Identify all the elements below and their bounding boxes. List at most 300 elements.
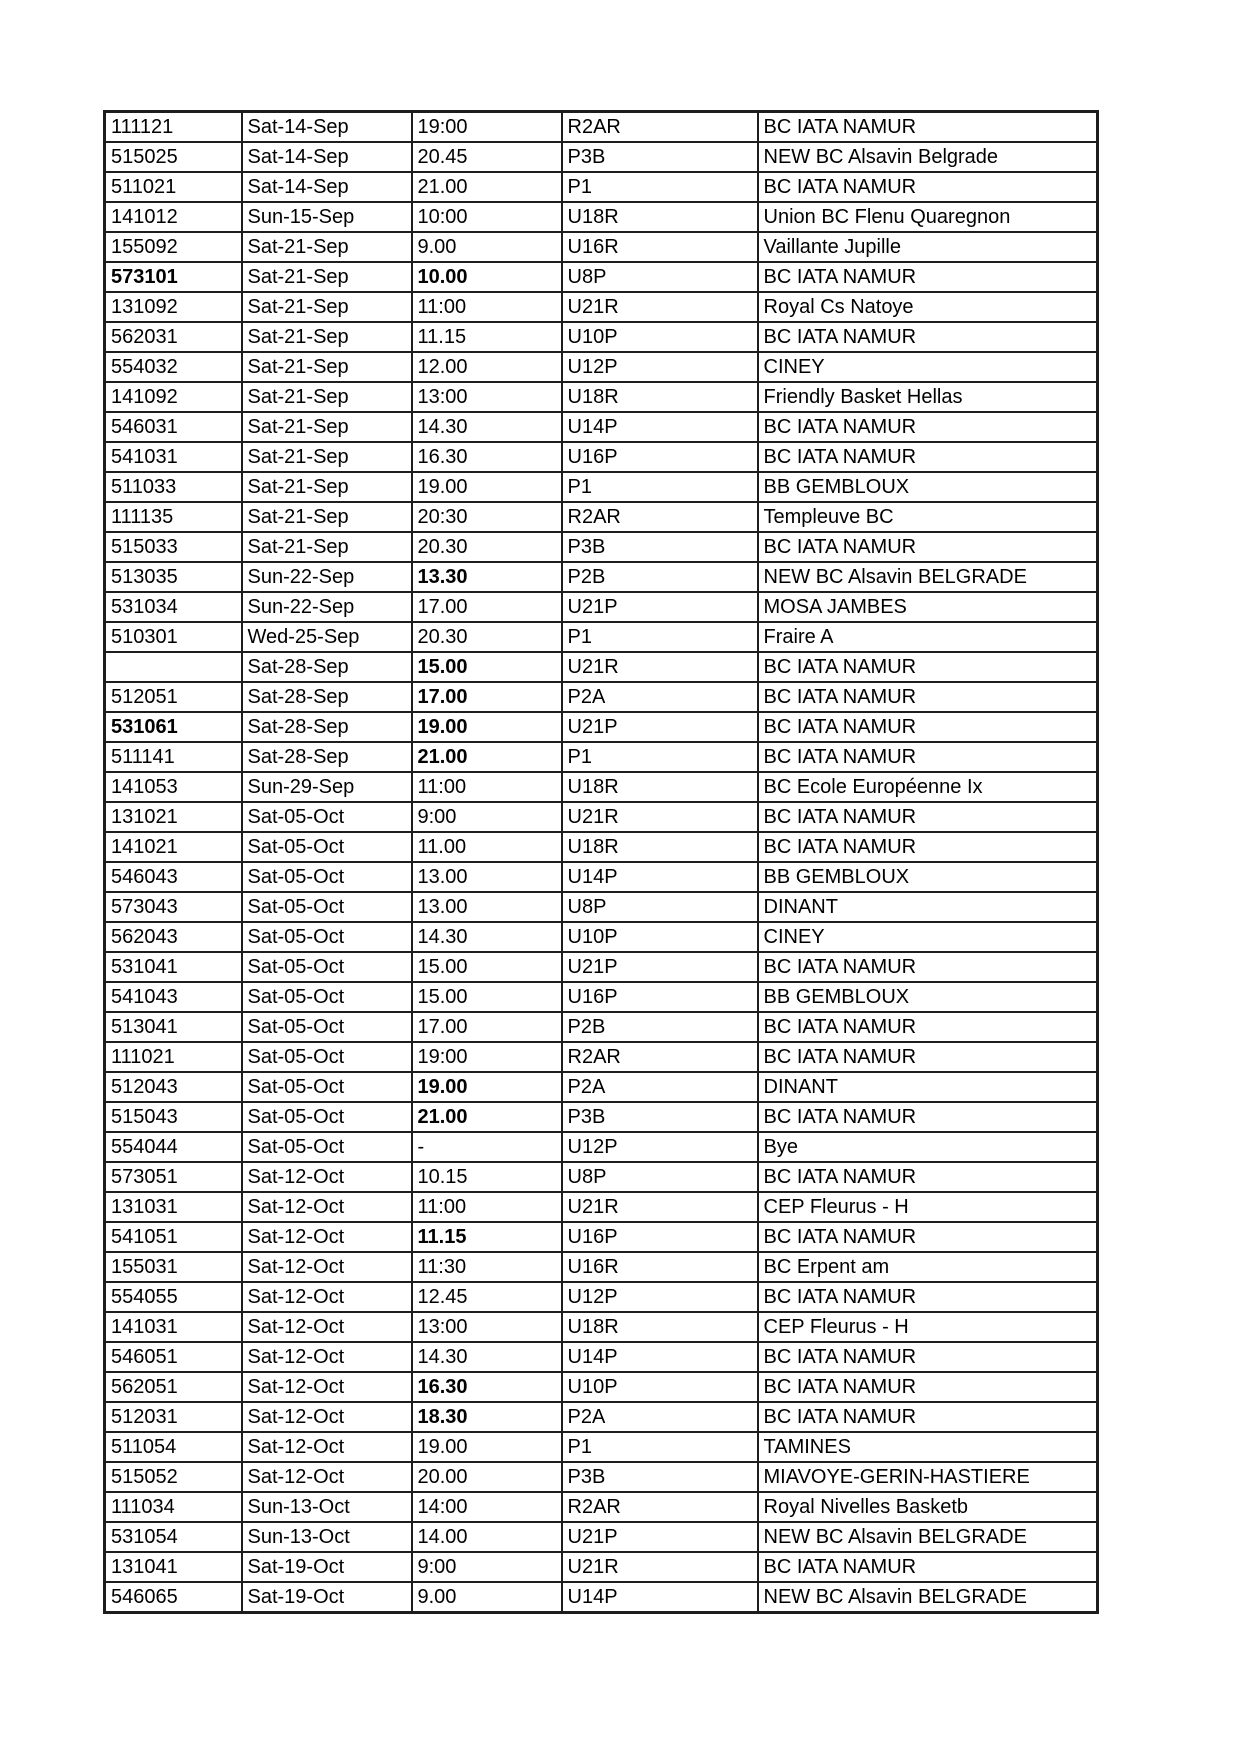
date-cell: Sat-21-Sep (242, 532, 412, 562)
date-cell: Sat-05-Oct (242, 1072, 412, 1102)
match-id-cell: 141012 (105, 202, 242, 232)
table-row (105, 412, 1098, 442)
date-cell: Sat-21-Sep (242, 472, 412, 502)
table-row (105, 1282, 1098, 1312)
table-row (105, 802, 1098, 832)
match-id-cell: 511141 (105, 742, 242, 772)
opponent-cell: BC IATA NAMUR (758, 1012, 1098, 1042)
time-cell: 17.00 (412, 592, 562, 622)
opponent-cell: BC IATA NAMUR (758, 112, 1098, 143)
category-cell: U14P (562, 1342, 758, 1372)
table-row (105, 1582, 1098, 1613)
match-id-cell: 111135 (105, 502, 242, 532)
date-cell: Sun-22-Sep (242, 562, 412, 592)
time-cell: 21.00 (412, 742, 562, 772)
table-row (105, 532, 1098, 562)
time-cell: 14:00 (412, 1492, 562, 1522)
opponent-cell: DINANT (758, 1072, 1098, 1102)
opponent-cell: CEP Fleurus - H (758, 1312, 1098, 1342)
table-row (105, 1252, 1098, 1282)
date-cell: Sat-28-Sep (242, 742, 412, 772)
date-cell: Sat-28-Sep (242, 712, 412, 742)
date-cell: Sat-05-Oct (242, 1012, 412, 1042)
match-id-cell: 515052 (105, 1462, 242, 1492)
match-id-cell: 562051 (105, 1372, 242, 1402)
match-id-cell (105, 652, 242, 682)
opponent-cell: MIAVOYE-GERIN-HASTIERE (758, 1462, 1098, 1492)
opponent-cell: BC IATA NAMUR (758, 1372, 1098, 1402)
category-cell: U21R (562, 292, 758, 322)
category-cell: U8P (562, 892, 758, 922)
match-id-cell: 141053 (105, 772, 242, 802)
date-cell: Sat-05-Oct (242, 1102, 412, 1132)
category-cell: U16P (562, 982, 758, 1012)
category-cell: U12P (562, 352, 758, 382)
table-row (105, 172, 1098, 202)
match-id-cell: 573043 (105, 892, 242, 922)
match-id-cell: 512051 (105, 682, 242, 712)
category-cell: U14P (562, 1582, 758, 1613)
table-row (105, 742, 1098, 772)
date-cell: Sat-05-Oct (242, 922, 412, 952)
match-id-cell: 562031 (105, 322, 242, 352)
time-cell: 11.15 (412, 322, 562, 352)
match-id-cell: 510301 (105, 622, 242, 652)
date-cell: Sat-12-Oct (242, 1192, 412, 1222)
date-cell: Sat-14-Sep (242, 112, 412, 143)
time-cell: 9:00 (412, 802, 562, 832)
date-cell: Sat-21-Sep (242, 322, 412, 352)
table-row (105, 502, 1098, 532)
category-cell: P2A (562, 682, 758, 712)
date-cell: Sun-22-Sep (242, 592, 412, 622)
opponent-cell: BC IATA NAMUR (758, 1402, 1098, 1432)
category-cell: U12P (562, 1282, 758, 1312)
time-cell: 13:00 (412, 382, 562, 412)
time-cell: 13:00 (412, 1312, 562, 1342)
category-cell: P2B (562, 562, 758, 592)
time-cell: 14.30 (412, 1342, 562, 1372)
match-id-cell: 541051 (105, 1222, 242, 1252)
match-id-cell: 131092 (105, 292, 242, 322)
match-id-cell: 554032 (105, 352, 242, 382)
table-row (105, 1552, 1098, 1582)
table-row (105, 1372, 1098, 1402)
match-id-cell: 515033 (105, 532, 242, 562)
table-row (105, 1312, 1098, 1342)
opponent-cell: BC IATA NAMUR (758, 1342, 1098, 1372)
category-cell: U18R (562, 202, 758, 232)
time-cell: 11.00 (412, 832, 562, 862)
category-cell: P3B (562, 1102, 758, 1132)
time-cell: 19.00 (412, 1072, 562, 1102)
date-cell: Sun-29-Sep (242, 772, 412, 802)
opponent-cell: BC IATA NAMUR (758, 442, 1098, 472)
category-cell: U18R (562, 382, 758, 412)
opponent-cell: BC IATA NAMUR (758, 1042, 1098, 1072)
match-id-cell: 513035 (105, 562, 242, 592)
category-cell: U18R (562, 832, 758, 862)
opponent-cell: BC IATA NAMUR (758, 1222, 1098, 1252)
opponent-cell: BC IATA NAMUR (758, 1102, 1098, 1132)
category-cell: U18R (562, 1312, 758, 1342)
match-id-cell: 541031 (105, 442, 242, 472)
category-cell: U21P (562, 952, 758, 982)
table-row (105, 142, 1098, 172)
time-cell: 11:30 (412, 1252, 562, 1282)
time-cell: 13.00 (412, 892, 562, 922)
time-cell: 20.00 (412, 1462, 562, 1492)
table-row (105, 382, 1098, 412)
match-id-cell: 531054 (105, 1522, 242, 1552)
opponent-cell: BB GEMBLOUX (758, 862, 1098, 892)
date-cell: Sat-05-Oct (242, 1042, 412, 1072)
date-cell: Sun-13-Oct (242, 1492, 412, 1522)
category-cell: U18R (562, 772, 758, 802)
date-cell: Sat-12-Oct (242, 1402, 412, 1432)
table-row (105, 952, 1098, 982)
category-cell: R2AR (562, 502, 758, 532)
schedule-table-body (105, 112, 1098, 1613)
category-cell: U8P (562, 1162, 758, 1192)
table-row (105, 112, 1098, 143)
table-row (105, 1072, 1098, 1102)
opponent-cell: NEW BC Alsavin BELGRADE (758, 1582, 1098, 1613)
date-cell: Sat-21-Sep (242, 232, 412, 262)
match-id-cell: 511054 (105, 1432, 242, 1462)
match-id-cell: 554044 (105, 1132, 242, 1162)
opponent-cell: BC IATA NAMUR (758, 322, 1098, 352)
time-cell: 11:00 (412, 292, 562, 322)
time-cell: 12.45 (412, 1282, 562, 1312)
date-cell: Sat-12-Oct (242, 1462, 412, 1492)
category-cell: U21P (562, 1522, 758, 1552)
table-row (105, 862, 1098, 892)
time-cell: - (412, 1132, 562, 1162)
date-cell: Sat-21-Sep (242, 502, 412, 532)
time-cell: 10:00 (412, 202, 562, 232)
date-cell: Sat-12-Oct (242, 1312, 412, 1342)
time-cell: 18.30 (412, 1402, 562, 1432)
category-cell: P1 (562, 742, 758, 772)
time-cell: 20.45 (412, 142, 562, 172)
category-cell: U21R (562, 802, 758, 832)
date-cell: Sat-12-Oct (242, 1252, 412, 1282)
match-id-cell: 573051 (105, 1162, 242, 1192)
opponent-cell: BC IATA NAMUR (758, 412, 1098, 442)
category-cell: P1 (562, 172, 758, 202)
date-cell: Sat-05-Oct (242, 952, 412, 982)
date-cell: Sat-28-Sep (242, 652, 412, 682)
time-cell: 10.15 (412, 1162, 562, 1192)
schedule-table (103, 110, 1099, 1614)
category-cell: R2AR (562, 112, 758, 143)
match-id-cell: 546065 (105, 1582, 242, 1613)
opponent-cell: Fraire A (758, 622, 1098, 652)
category-cell: P1 (562, 622, 758, 652)
date-cell: Sat-14-Sep (242, 142, 412, 172)
match-id-cell: 155092 (105, 232, 242, 262)
date-cell: Sat-05-Oct (242, 892, 412, 922)
opponent-cell: BB GEMBLOUX (758, 982, 1098, 1012)
category-cell: U10P (562, 322, 758, 352)
match-id-cell: 515043 (105, 1102, 242, 1132)
date-cell: Sat-21-Sep (242, 262, 412, 292)
match-id-cell: 111034 (105, 1492, 242, 1522)
category-cell: U10P (562, 922, 758, 952)
match-id-cell: 111021 (105, 1042, 242, 1072)
category-cell: P1 (562, 472, 758, 502)
date-cell: Sat-05-Oct (242, 802, 412, 832)
date-cell: Sat-28-Sep (242, 682, 412, 712)
time-cell: 16.30 (412, 1372, 562, 1402)
time-cell: 11.15 (412, 1222, 562, 1252)
opponent-cell: BC IATA NAMUR (758, 742, 1098, 772)
table-row (105, 352, 1098, 382)
date-cell: Sat-21-Sep (242, 352, 412, 382)
match-id-cell: 531041 (105, 952, 242, 982)
time-cell: 15.00 (412, 652, 562, 682)
category-cell: U21P (562, 592, 758, 622)
table-row (105, 1042, 1098, 1072)
opponent-cell: Royal Nivelles Basketb (758, 1492, 1098, 1522)
table-row (105, 1432, 1098, 1462)
table-row (105, 892, 1098, 922)
table-row (105, 1102, 1098, 1132)
date-cell: Sat-05-Oct (242, 1132, 412, 1162)
opponent-cell: CINEY (758, 922, 1098, 952)
category-cell: U16P (562, 442, 758, 472)
time-cell: 19:00 (412, 112, 562, 143)
date-cell: Sat-05-Oct (242, 982, 412, 1012)
table-row (105, 982, 1098, 1012)
match-id-cell: 155031 (105, 1252, 242, 1282)
match-id-cell: 546031 (105, 412, 242, 442)
table-row (105, 562, 1098, 592)
table-row (105, 292, 1098, 322)
time-cell: 9.00 (412, 232, 562, 262)
opponent-cell: BC IATA NAMUR (758, 262, 1098, 292)
category-cell: U8P (562, 262, 758, 292)
table-row (105, 652, 1098, 682)
opponent-cell: TAMINES (758, 1432, 1098, 1462)
opponent-cell: Friendly Basket Hellas (758, 382, 1098, 412)
time-cell: 20.30 (412, 622, 562, 652)
opponent-cell: Templeuve BC (758, 502, 1098, 532)
opponent-cell: NEW BC Alsavin Belgrade (758, 142, 1098, 172)
date-cell: Sat-12-Oct (242, 1342, 412, 1372)
table-row (105, 202, 1098, 232)
opponent-cell: BC IATA NAMUR (758, 652, 1098, 682)
table-row (105, 682, 1098, 712)
table-row (105, 1222, 1098, 1252)
date-cell: Wed-25-Sep (242, 622, 412, 652)
category-cell: P3B (562, 1462, 758, 1492)
table-row (105, 472, 1098, 502)
time-cell: 9.00 (412, 1582, 562, 1613)
table-row (105, 232, 1098, 262)
table-row (105, 712, 1098, 742)
table-row (105, 262, 1098, 292)
time-cell: 17.00 (412, 682, 562, 712)
opponent-cell: NEW BC Alsavin BELGRADE (758, 562, 1098, 592)
opponent-cell: MOSA JAMBES (758, 592, 1098, 622)
opponent-cell: BC IATA NAMUR (758, 532, 1098, 562)
opponent-cell: BC IATA NAMUR (758, 682, 1098, 712)
match-id-cell: 131021 (105, 802, 242, 832)
match-id-cell: 531034 (105, 592, 242, 622)
date-cell: Sat-05-Oct (242, 862, 412, 892)
category-cell: U12P (562, 1132, 758, 1162)
opponent-cell: BC IATA NAMUR (758, 832, 1098, 862)
match-id-cell: 111121 (105, 112, 242, 143)
category-cell: U21R (562, 652, 758, 682)
opponent-cell: Bye (758, 1132, 1098, 1162)
table-row (105, 1492, 1098, 1522)
category-cell: U16R (562, 1252, 758, 1282)
table-row (105, 442, 1098, 472)
opponent-cell: BC IATA NAMUR (758, 1282, 1098, 1312)
opponent-cell: BC IATA NAMUR (758, 172, 1098, 202)
opponent-cell: BC IATA NAMUR (758, 1552, 1098, 1582)
time-cell: 20:30 (412, 502, 562, 532)
time-cell: 15.00 (412, 982, 562, 1012)
time-cell: 14.00 (412, 1522, 562, 1552)
time-cell: 17.00 (412, 1012, 562, 1042)
category-cell: U14P (562, 412, 758, 442)
table-row (105, 1462, 1098, 1492)
opponent-cell: NEW BC Alsavin BELGRADE (758, 1522, 1098, 1552)
date-cell: Sat-12-Oct (242, 1282, 412, 1312)
match-id-cell: 131031 (105, 1192, 242, 1222)
date-cell: Sat-12-Oct (242, 1162, 412, 1192)
category-cell: U16P (562, 1222, 758, 1252)
table-row (105, 772, 1098, 802)
match-id-cell: 513041 (105, 1012, 242, 1042)
time-cell: 12.00 (412, 352, 562, 382)
match-id-cell: 546051 (105, 1342, 242, 1372)
date-cell: Sun-15-Sep (242, 202, 412, 232)
date-cell: Sat-14-Sep (242, 172, 412, 202)
time-cell: 19.00 (412, 1432, 562, 1462)
table-row (105, 1012, 1098, 1042)
match-id-cell: 554055 (105, 1282, 242, 1312)
time-cell: 10.00 (412, 262, 562, 292)
table-row (105, 1192, 1098, 1222)
time-cell: 9:00 (412, 1552, 562, 1582)
opponent-cell: BC IATA NAMUR (758, 952, 1098, 982)
opponent-cell: BC Ecole Européenne Ix (758, 772, 1098, 802)
table-row (105, 1342, 1098, 1372)
category-cell: P3B (562, 532, 758, 562)
table-row (105, 1162, 1098, 1192)
time-cell: 21.00 (412, 1102, 562, 1132)
opponent-cell: BC Erpent am (758, 1252, 1098, 1282)
category-cell: R2AR (562, 1042, 758, 1072)
date-cell: Sat-12-Oct (242, 1372, 412, 1402)
time-cell: 19.00 (412, 712, 562, 742)
match-id-cell: 141021 (105, 832, 242, 862)
category-cell: U10P (562, 1372, 758, 1402)
match-id-cell: 546043 (105, 862, 242, 892)
opponent-cell: BC IATA NAMUR (758, 1162, 1098, 1192)
opponent-cell: BC IATA NAMUR (758, 802, 1098, 832)
match-id-cell: 141092 (105, 382, 242, 412)
date-cell: Sat-19-Oct (242, 1582, 412, 1613)
time-cell: 13.00 (412, 862, 562, 892)
date-cell: Sat-21-Sep (242, 412, 412, 442)
match-id-cell: 141031 (105, 1312, 242, 1342)
opponent-cell: Vaillante Jupille (758, 232, 1098, 262)
category-cell: U14P (562, 862, 758, 892)
match-id-cell: 512031 (105, 1402, 242, 1432)
date-cell: Sat-21-Sep (242, 442, 412, 472)
match-id-cell: 573101 (105, 262, 242, 292)
match-id-cell: 531061 (105, 712, 242, 742)
date-cell: Sat-21-Sep (242, 292, 412, 322)
table-row (105, 592, 1098, 622)
opponent-cell: BB GEMBLOUX (758, 472, 1098, 502)
match-id-cell: 515025 (105, 142, 242, 172)
category-cell: U21R (562, 1552, 758, 1582)
match-id-cell: 562043 (105, 922, 242, 952)
time-cell: 11:00 (412, 772, 562, 802)
match-id-cell: 511021 (105, 172, 242, 202)
table-row (105, 922, 1098, 952)
opponent-cell: Union BC Flenu Quaregnon (758, 202, 1098, 232)
category-cell: P1 (562, 1432, 758, 1462)
opponent-cell: Royal Cs Natoye (758, 292, 1098, 322)
time-cell: 20.30 (412, 532, 562, 562)
date-cell: Sat-19-Oct (242, 1552, 412, 1582)
opponent-cell: BC IATA NAMUR (758, 712, 1098, 742)
time-cell: 21.00 (412, 172, 562, 202)
match-id-cell: 511033 (105, 472, 242, 502)
table-row (105, 832, 1098, 862)
category-cell: P2A (562, 1402, 758, 1432)
time-cell: 19.00 (412, 472, 562, 502)
time-cell: 14.30 (412, 412, 562, 442)
table-row (105, 622, 1098, 652)
date-cell: Sat-12-Oct (242, 1432, 412, 1462)
category-cell: U21P (562, 712, 758, 742)
category-cell: P2A (562, 1072, 758, 1102)
time-cell: 19:00 (412, 1042, 562, 1072)
opponent-cell: DINANT (758, 892, 1098, 922)
category-cell: P2B (562, 1012, 758, 1042)
table-row (105, 1132, 1098, 1162)
opponent-cell: CINEY (758, 352, 1098, 382)
match-id-cell: 131041 (105, 1552, 242, 1582)
date-cell: Sat-21-Sep (242, 382, 412, 412)
category-cell: U16R (562, 232, 758, 262)
opponent-cell: CEP Fleurus - H (758, 1192, 1098, 1222)
time-cell: 13.30 (412, 562, 562, 592)
time-cell: 11:00 (412, 1192, 562, 1222)
time-cell: 15.00 (412, 952, 562, 982)
category-cell: R2AR (562, 1492, 758, 1522)
match-id-cell: 541043 (105, 982, 242, 1012)
table-row (105, 1402, 1098, 1432)
table-row (105, 1522, 1098, 1552)
date-cell: Sat-12-Oct (242, 1222, 412, 1252)
table-row (105, 322, 1098, 352)
category-cell: P3B (562, 142, 758, 172)
date-cell: Sat-05-Oct (242, 832, 412, 862)
match-id-cell: 512043 (105, 1072, 242, 1102)
time-cell: 16.30 (412, 442, 562, 472)
date-cell: Sun-13-Oct (242, 1522, 412, 1552)
